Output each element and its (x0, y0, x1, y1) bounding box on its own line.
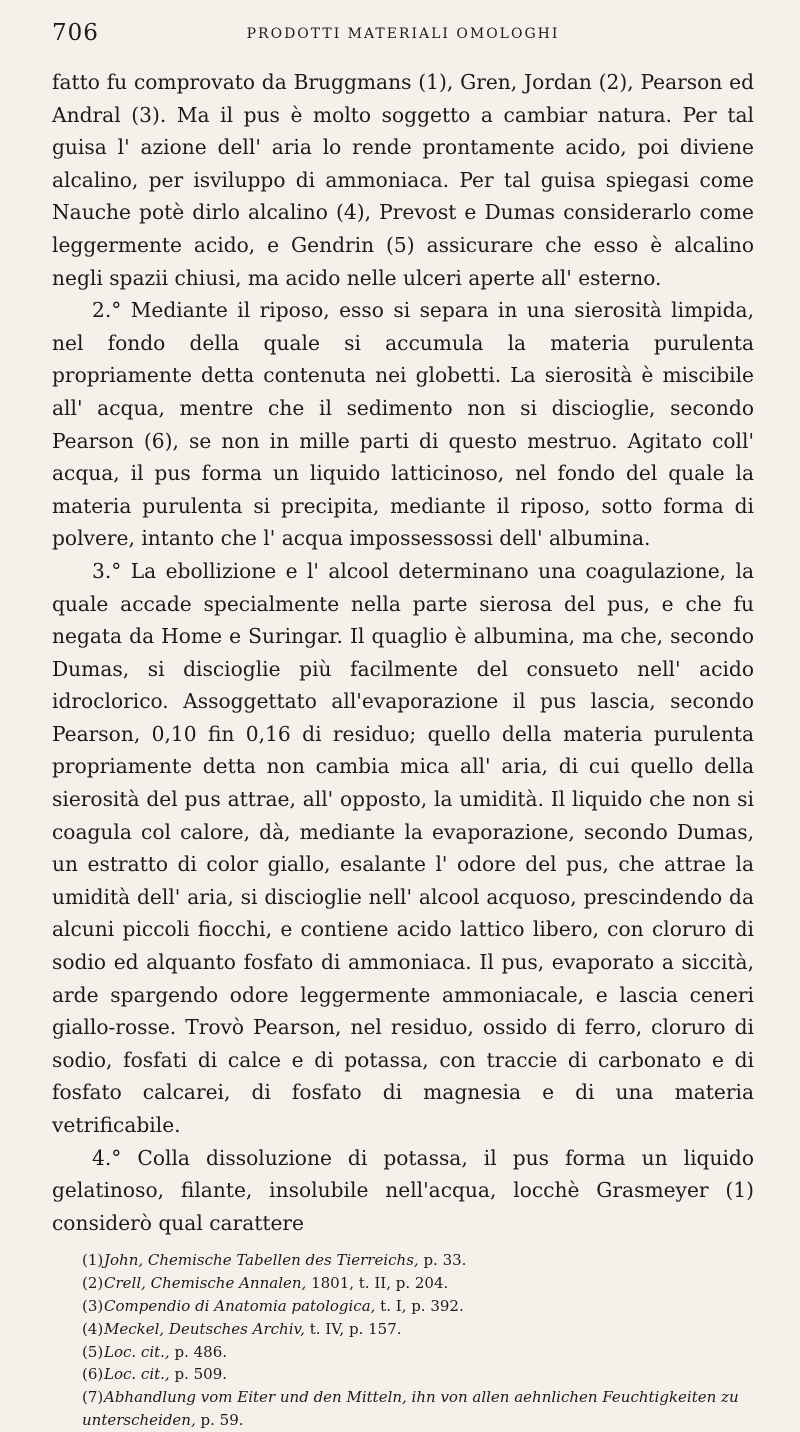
footnote: (2)Crell, Chemische Annalen, 1801, t. II, p. 204. (82, 1274, 449, 1293)
body-text (52, 66, 754, 1239)
paragraph-2: 2.° Mediante il riposo, esso si separa in una sierosità limpida, nel fondo della quale si accumula la materia purulenta propriamente detta contenuta nei globetti. La sierosità è miscibile all' acqua, mentre che il sedimento non si discioglie, secondo Pearson (6), se non in mille parti di questo mestruo. Agitato coll' acqua, il pus forma un liquido latticinoso, nel fondo del quale la materia purulenta si precipita, mediante il riposo, sotto forma di polvere, intanto che l' acqua impossessossi dell' albumina. (52, 298, 754, 551)
footnotes (52, 1249, 754, 1431)
footnote: (5)Loc. cit., p. 486. (82, 1342, 228, 1361)
page-number: 706 (52, 20, 99, 46)
paragraph-4: 4.° Colla dissoluzione di potassa, il pus forma un liquido gelatinoso, filante, insolubile nell'acqua, locchè Grasmeyer (1) considerò qual carattere (52, 1145, 754, 1235)
footnote: (1)John, Chemische Tabellen des Tierreichs, p. 33. (82, 1251, 467, 1270)
footnote: (3)Compendio di Anatomia patologica, t. I, p. 392. (82, 1296, 464, 1315)
page-header (52, 16, 754, 66)
footnote: (7)Abhandlung vom Eiter und den Mitteln, ihn von allen aehnlichen Feuchtigkeiten zu unterscheiden, p. 59. (82, 1388, 739, 1429)
paragraph-3: 3.° La ebollizione e l' alcool determinano una coagulazione, la quale accade specialmente nella parte sierosa del pus, e che fu negata da Home e Suringar. Il quaglio è albumina, ma che, secondo Dumas, si discioglie più facilmente del consueto nell' acido idroclorico. Assoggettato all'evaporazione il pus lascia, secondo Pearson, 0,10 fin 0,16 di residuo; quello della materia purulenta propriamente detta non cambia mica all' aria, di cui quello della sierosità del pus attrae, all' opposto, la umidità. Il liquido che non si coagula col calore, dà, mediante la evaporazione, secondo Dumas, un estratto di color giallo, esalante l' odore del pus, che attrae la umidità dell' aria, si discioglie nell' alcool acquoso, prescindendo da alcuni piccoli fiocchi, e contiene acido lattico libero, con cloruro di sodio ed alquanto fosfato di ammoniaca. Il pus, evaporato a siccità, arde spargendo odore leggermente ammoniacale, e lascia ceneri giallo-rosse. Trovò Pearson, nel residuo, ossido di ferro, cloruro di sodio, fosfati di calce e di potassa, con traccie di carbonato e di fosfato calcarei, di fosfato di magnesia e di una materia vetrificabile. (52, 558, 754, 1137)
footnote: (6)Loc. cit., p. 509. (82, 1365, 228, 1384)
footnote: (4)Meckel, Deutsches Archiv, t. IV, p. 157. (82, 1319, 402, 1338)
paragraph-1: fatto fu comprovato da Bruggmans (1), Gren, Jordan (2), Pearson ed Andral (3). Ma il pus è molto soggetto a cambiar natura. Per tal guisa l' azione dell' aria lo rende prontamente acido, poi diviene alcalino, per isviluppo di ammoniaca. Per tal guisa spiegasi come Nauche potè dirlo alcalino (4), Prevost e Dumas considerarlo come leggermente acido, e Gendrin (5) assicurare che esso è alcalino negli spazii chiusi, ma acido nelle ulceri aperte all' esterno. (52, 70, 754, 290)
running-head: PRODOTTI MATERIALI OMOLOGHI (246, 26, 560, 42)
